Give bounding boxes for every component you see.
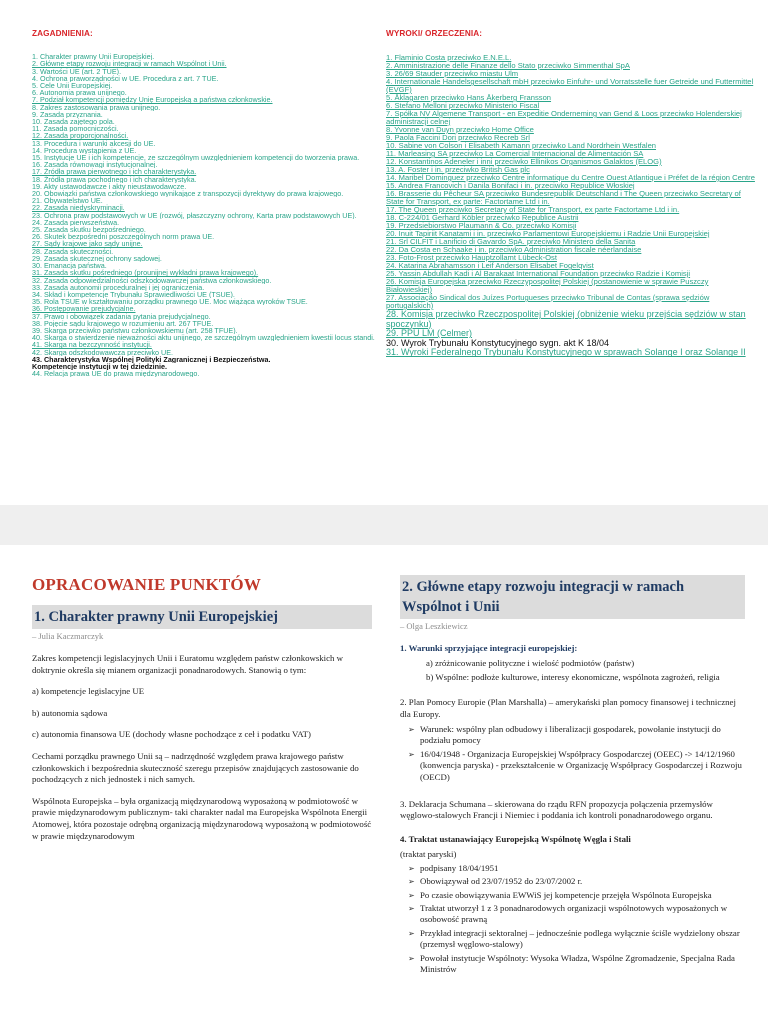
toc-link[interactable]: 35. Rola TSUE w kształtowaniu porządku prawnego UE. Moc wiążąca wyroków TSUE.: [32, 298, 308, 306]
toc-link[interactable]: 37. Prawo i obowiązek zadania pytania prejudycjalnego.: [32, 312, 211, 320]
toc-link[interactable]: 18. C-224/01 Gerhard Köbler przeciwko Republice Austrii: [386, 214, 579, 222]
toc-link[interactable]: 10. Zasada zajętego pola.: [32, 118, 115, 126]
section-title: 2. Główne etapy rozwoju integracji w ramach Wspólnot i Unii: [400, 575, 745, 619]
toc-link[interactable]: 22. Zasada niedyskryminacji.: [32, 204, 125, 212]
toc-link[interactable]: 20. Obowiązki państwa członkowskiego wynikające z transpozycji dyrektywy do prawa krajowego.: [32, 190, 344, 198]
toc-link[interactable]: 44. Relacja prawa UE do prawa międzynarodowego.: [32, 370, 200, 378]
toc-link[interactable]: 25. Yassin Abdullah Kadi i Al Barakaat International Foundation przeciwko Radzie i Komisji: [386, 270, 691, 278]
toc-link[interactable]: 6. Stefano Melloni przeciwko Ministerio Fiscal: [386, 102, 540, 110]
list-item: ➢ Warunek: wspólny plan odbudowy i liberalizacji gospodarek, powołanie instytucji do podziału pomocy: [408, 724, 745, 747]
toc-link[interactable]: 28. Komisja przeciwko Rzeczpospolitej Polskiej (obniżenie wieku przejścia sędziów w stan spoczynku): [386, 310, 746, 329]
toc-link[interactable]: 19. Akty ustawodawcze i akty nieustawodawcze.: [32, 182, 187, 191]
toc-link: Kompetencje instytucji w tej dziedzinie.: [32, 362, 167, 371]
toc-link[interactable]: 4. Ochrona praworządności w UE. Procedura z art. 7 TUE.: [32, 74, 219, 83]
toc-link[interactable]: 29. Zasada skutecznej ochrony sądowej.: [32, 254, 162, 263]
section-1: [32, 575, 372, 852]
author: – Olga Leszkiewicz: [400, 621, 468, 631]
toc-link[interactable]: 2. Główne etapy rozwoju integracji w ramach Wspólnot i Unii.: [32, 60, 227, 68]
toc-link[interactable]: 11. Marleasing SA przeciwko La Comercial Internacional de Alimentación SA: [386, 150, 644, 158]
toc-link[interactable]: 27. Sądy krajowe jako sądy unijne.: [32, 240, 143, 248]
paragraph: Wspólnota Europejska – była organizacją międzynarodową wyposażoną w podmiotowość w prawie międzynarodowym publicznym- taki charakter nadal ma Europejska Wspólnota Energii Atomowej, która pozostaje odrębną organizacją międzynarodową wyposażoną w podmiotowość w prawie międzynarodowym: [32, 795, 372, 841]
toc-link[interactable]: 8. Zakres zastosowania prawa unijnego.: [32, 103, 161, 111]
toc-link[interactable]: 29. PPU LM (Celmer): [386, 329, 473, 339]
list-item: 4. Traktat ustanawiający Europejską Wspólnotę Węgla i Stali: [400, 833, 631, 844]
paragraph: a) kompetencje legislacyjne UE: [32, 686, 145, 697]
toc-link[interactable]: 9. Paola Faccini Dori przeciwko Recreb Srl: [386, 134, 530, 142]
list-item: ➢ Powołał instytucje Wspólnoty: Wysoka Władza, Wspólne Zgromadzenie, Specjalna Rada Ministrów: [408, 953, 745, 976]
toc-link[interactable]: 17. The Queen przeciwko Secretary of State for Transport, ex parte Factortame Ltd i in.: [386, 206, 680, 214]
toc-link[interactable]: 12. Konstantinos Adeneler i inni przeciwko Ellinikos Organismos Galaktos (ELOG): [386, 158, 662, 166]
paragraph: c) autonomia finansowa UE (dochody własne pochodzące z ceł i podatku VAT): [32, 729, 311, 740]
toc-link[interactable]: 5. Åklagaren przeciwko Hans Åkerberg Fransson: [386, 94, 552, 102]
toc-link[interactable]: 34. Skład i kompetencje Trybunału Sprawiedliwości UE (TSUE).: [32, 290, 235, 299]
toc-link[interactable]: 1. Charakter prawny Unii Europejskiej.: [32, 53, 155, 61]
toc-link[interactable]: 4. Internationale Handelsgesellschaft mbH przeciwko Einfuhr- und Vorratsstelle fuer Getreide und Futtermittel (EVGF): [386, 78, 754, 94]
toc-link[interactable]: 3. Wartości UE (art. 2 TUE).: [32, 67, 122, 75]
toc-link[interactable]: 22. Da Costa en Schaake i in. przeciwko Administration fiscale néerlandaise: [386, 246, 642, 254]
toc-link[interactable]: 17. Źródła prawa pierwotnego i ich charakterystyka.: [32, 168, 197, 176]
toc-link[interactable]: 11. Zasada pomocniczości.: [32, 125, 119, 133]
toc-link[interactable]: 14. Procedura wystąpienia z UE.: [32, 146, 137, 155]
list-item: 3. Deklaracja Schumana – skierowana do rządu RFN propozycja połączenia przemysłów węglowo-stalowych Francji i Niemiec i poddania ich kontroli ponadnarodowego organu.: [400, 799, 713, 821]
rulings-list: [386, 30, 756, 358]
toc-link[interactable]: 33. Zasada autonomii proceduralnej i jej ograniczenia.: [32, 283, 205, 291]
toc-link[interactable]: 42. Skarga odszkodowawcza przeciwko UE.: [32, 348, 174, 356]
toc-link[interactable]: 23. Ochrona praw podstawowych w UE (rozwój, płaszczyzny ochrony, Karta praw podstawowych UE).: [32, 211, 357, 219]
toc-link[interactable]: 23. Foto-Frost przeciwko Hauptzollamt Lübeck-Ost: [386, 254, 557, 262]
toc-link[interactable]: 26. Komisja Europejska przeciwko Rzeczypospolitej Polskiej (postanowienie w sprawie Puszczy Białowieskiej): [386, 278, 709, 294]
toc-link[interactable]: 24. Katarina Abrahamsson i Leif Anderson Elisabet Fogelqvist: [386, 262, 594, 270]
toc-link[interactable]: 16. Brasserie du Pêcheur SA przeciwko Bundesrepublik Deutschland i The Queen przeciwko Secretary of State for Transport, ex parte: Factortame Ltd i in.: [386, 190, 741, 206]
toc-link[interactable]: 30. Wyrok Trybunału Konstytucyjnego sygn. akt K 18/04: [386, 338, 610, 348]
list-item: (traktat paryski): [400, 849, 457, 860]
toc-link[interactable]: 21. Srl CILFIT i Lanificio di Gavardo SpA. przeciwko Ministero della Sanita: [386, 238, 636, 246]
toc-link[interactable]: 40. Skarga o stwierdzenie nieważności aktu unijnego, ze szczególnym uwzględnieniem kwestii locus standi.: [32, 334, 375, 342]
toc-link[interactable]: 3. 26/69 Stauder przeciwko miastu Ulm: [386, 70, 519, 78]
toc-link[interactable]: 13. A. Foster i in. przeciwko British Gas plc: [386, 166, 530, 174]
toc-link[interactable]: 21. Obywatelstwo UE.: [32, 197, 103, 205]
author: – Julia Kaczmarczyk: [32, 631, 104, 641]
topics-list: [32, 30, 377, 377]
page-title: OPRACOWANIE PUNKTÓW: [32, 575, 262, 594]
toc-link[interactable]: 36. Postępowanie prejudycjalne.: [32, 305, 136, 313]
toc-link[interactable]: 1. Flaminio Costa przeciwko E.N.E.L.: [386, 54, 512, 62]
list-item: ➢ Po czasie obowiązywania EWWiS jej kompetencje przejęła Wspólnota Europejska: [408, 890, 745, 901]
toc-link[interactable]: 15. Andrea Francovich i Danila Bonifaci i in. przeciwko Republice Włoskiej: [386, 182, 635, 190]
toc-link[interactable]: 31. Wyroki Federalnego Trybunału Konstytucyjnego w sprawach Solange I oraz Solange II: [386, 348, 746, 358]
toc-link[interactable]: 9. Zasada przyznania.: [32, 110, 103, 119]
list-item: ➢ Przykład integracji sektoralnej – jednocześnie podlega wyłącznie ściśle wydzielony obszar (przemysł węglowo-stalowy): [408, 928, 745, 951]
toc-link[interactable]: 26. Skutek bezpośredni poszczególnych norm prawa UE.: [32, 233, 215, 241]
list-item: ➢ Traktat utworzył 1 z 3 ponadnarodowych organizacji wspólnotowych wyposażonych w osobowość prawną: [408, 903, 745, 926]
page-break: [0, 505, 768, 545]
toc-link[interactable]: 5. Cele Unii Europejskiej.: [32, 82, 113, 90]
toc-link[interactable]: 19. Przedsiebiorstwo Plaumann & Co. przeciwko Komisji: [386, 222, 577, 230]
list-item: b) Wspólne: podłoże kulturowe, interesy ekonomiczne, wspólnota zagrożeń, religia: [426, 671, 720, 682]
paragraph: Cechami porządku prawnego Unii są – nadrzędność względem prawa krajowego państw członkowskich i bezpośrednia skuteczność szeregu przepisów znajdujących zastosowanie do pochodzących z nich jednostek i nich samych.: [32, 750, 359, 785]
toc-link[interactable]: 25. Zasada skutku bezpośredniego.: [32, 226, 146, 234]
list-item: 1. Warunki sprzyjające integracji europejskiej:: [400, 643, 578, 653]
paragraph: b) autonomia sądowa: [32, 707, 108, 718]
toc-link[interactable]: 2. Amministrazione delle Finanze dello Stato przeciwko Simmenthal SpA: [386, 62, 630, 70]
rulings-heading: WYROKI/ ORZECZENIA:: [386, 29, 483, 38]
toc-link[interactable]: 24. Zasada pierwszeństwa.: [32, 218, 120, 227]
toc-link[interactable]: 7. Podział kompetencji pomiędzy Unię Europejską a państwa członkowskie.: [32, 96, 273, 104]
toc-link[interactable]: 8. Yvonne van Duyn przeciwko Home Office: [386, 126, 534, 134]
toc-link[interactable]: 10. Sabine von Colson i Elisabeth Kamann przeciwko Land Nordrhein Westfalen: [386, 142, 657, 150]
toc-link[interactable]: 16. Zasada równowagi instytucjonalnej.: [32, 161, 158, 169]
toc-link[interactable]: 18. Źródła prawa pochodnego i ich charakterystyka.: [32, 175, 197, 183]
toc-link[interactable]: 14. Maribel Dominguez przeciwko Centre informatique du Centre Ouest Atlantique i Préfet de la région Centre: [386, 174, 755, 182]
toc-link[interactable]: 31. Zasada skutku pośredniego (prounijnej wykładni prawa krajowego).: [32, 269, 259, 277]
list-item: ➢ Obowiązywał od 23/07/1952 do 23/07/2002 r.: [408, 876, 745, 887]
toc-link[interactable]: 15. Instytucje UE i ich kompetencje, ze szczególnym uwzględnieniem kompetencji do tworzenia prawa.: [32, 154, 360, 162]
list-item: 2. Plan Pomocy Europie (Plan Marshalla) – amerykański plan pomocy finansowej i technicznej dla Europy.: [400, 697, 736, 719]
toc-link[interactable]: 38. Pojęcie sądu krajowego w rozumieniu art. 267 TFUE.: [32, 319, 214, 327]
paragraph: Zakres kompetencji legislacyjnych Unii i Euratomu względem państw członkowskich w doktrynie określa się mianem organizacji ponadnarodowych. Stanowią o tym:: [32, 653, 343, 675]
toc-link[interactable]: 12. Zasada proporcjonalności.: [32, 132, 129, 140]
toc-link[interactable]: 41. Skarga na bezczynność instytucji.: [32, 341, 152, 349]
toc-link[interactable]: 30. Emanacja państwa.: [32, 262, 107, 270]
toc-link[interactable]: 39. Skarga przeciwko państwu członkowskiemu (art. 258 TFUE).: [32, 326, 238, 335]
list-item: ➢ podpisany 18/04/1951: [408, 863, 745, 874]
toc-link[interactable]: 6. Autonomia prawa unijnego.: [32, 89, 127, 97]
toc-link[interactable]: 28. Zasada skuteczności.: [32, 247, 114, 255]
toc-link[interactable]: 7. Spółka NV Algemene Transport - en Expeditie Onderneming van Gend & Loos przeciwko Holenderskiej administracji celnej: [386, 110, 742, 126]
list-item: a) zróżnicowanie polityczne i wielość podmiotów (państw): [426, 658, 635, 669]
toc-link: 43. Charakterystyka Wspólnej Polityki Zagranicznej i Bezpieczeństwa.: [32, 355, 271, 363]
section-title: 1. Charakter prawny Unii Europejskiej: [32, 605, 372, 629]
toc-link[interactable]: 27. Associação Sindical dos Juízes Portugueses przeciwko Tribunal de Contas (sprawa sędziów portugalskich): [386, 294, 710, 310]
toc-link[interactable]: 13. Procedura i warunki akcesji do UE.: [32, 139, 156, 147]
toc-link[interactable]: 32. Zasada odpowiedzialności odszkodowawczej państwa członkowskiego.: [32, 276, 272, 284]
toc-link[interactable]: 20. Inuit Tapiriit Kanatami i in. przeciwko Parlamentowi Europejskiemu i Radzie Unii Europejskiej: [386, 230, 710, 238]
topics-heading: ZAGADNIENIA:: [32, 29, 93, 38]
list-item: ➢ 16/04/1948 - Organizacja Europejskiej Współpracy Gospodarczej (OEEC) -> 14/12/1960 (konwencja paryska) - przekształcenie w Organizację Współpracy Gospodarczej i Rozwoju (OECD): [408, 749, 745, 783]
section-2: [400, 575, 745, 983]
